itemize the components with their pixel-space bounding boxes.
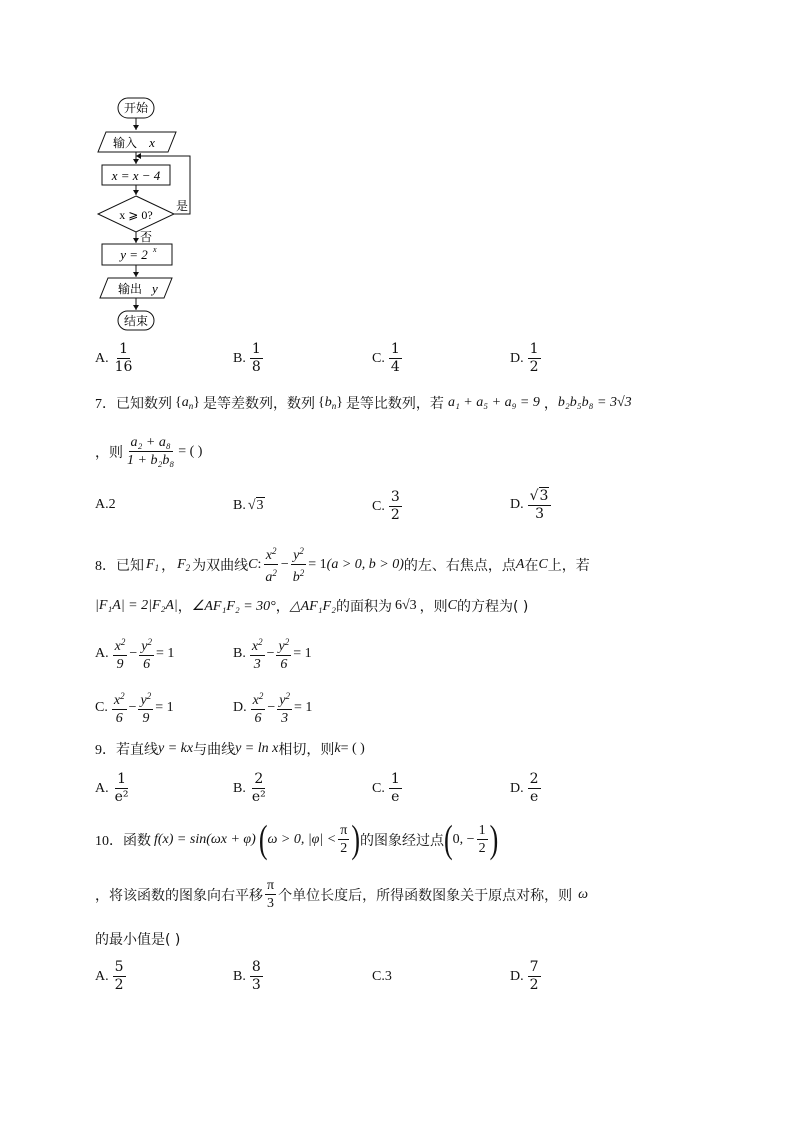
q10-option-c: C.3 [372, 969, 392, 984]
q7-stem-line1: 7． 已知数列 $\{a_n\}$ 是等差数列，数列 $\{b_n\}$ 是等比数列，若 a₁ + a₅ + a₉ = 9 ， b₂b₅b₈ = 3√3 [95, 395, 632, 412]
yes-label: 是 [176, 199, 189, 213]
flowchart [90, 92, 210, 334]
q8-stem-line1: 8． 已知 $F_1$ ， $F_2$ 为双曲线 C : $\frac{x^2}{a^2}$ − $\frac{y^2}{b^2}$ = 1 (a > 0, b > 0) 的左、右焦点，点 A 在 C 上，若 [95, 543, 590, 586]
q10-stem-line3: 的最小值是( ) [95, 932, 181, 948]
q7-stem-line2: ，则 $\frac{\text{a₂ + a₈}}{\text{1 + b₂b₈}}$ = ( ) [95, 435, 203, 468]
q7-option-d: D. $\frac{√3}{3}$ [510, 487, 553, 523]
q9-option-b: B. $\frac{2}{\text{e²}}$ [233, 771, 266, 805]
q7-option-a: A.2 [95, 497, 116, 512]
q7-option-b: B. √ 3 [233, 497, 264, 513]
q6-option-a: A. $\frac{1}{16}$ [95, 341, 133, 375]
q8-stem-line2: |F₁A| = 2|F₂A| ， ∠AF₁F₂ = 30° ， △AF₁F₂ 的面积为 6√3 ，则 C 的方程为( ) [95, 598, 529, 615]
no-label: 否 [140, 230, 153, 244]
q10-option-d: D. $\frac{7}{2}$ [510, 959, 539, 993]
condition-label: x ⩾ 0? [119, 208, 153, 222]
q6-option-d: D. $\frac{1}{2}$ [510, 341, 539, 375]
q10-option-b: B. $\frac{8}{3}$ [233, 959, 261, 993]
start-label: 开始 [123, 101, 149, 115]
q8-option-a: A. $\frac{x^2}{9}$ − $\frac{y^2}{6}$ = 1 [95, 634, 174, 673]
input-var: x [149, 135, 155, 150]
q10-stem-line1: 10． 函数 f(x) = sin(ωx + φ) ( ω > 0, |φ| < $\frac{\pi}{2}$ ) 的图象经过点 ( 0, − $\frac{1}{2}$ ) [95, 817, 499, 861]
q6-option-c: C. $\frac{1}{4}$ [372, 341, 400, 375]
q6-option-b: B. $\frac{1}{8}$ [233, 341, 261, 375]
q7-option-c: C. $\frac{3}{2}$ [372, 489, 400, 523]
output-var: y [152, 281, 158, 296]
q10-option-a: A. $\frac{5}{2}$ [95, 959, 124, 993]
q9-option-d: D. $\frac{2}{e}$ [510, 771, 539, 805]
input-label: 输入 [112, 136, 138, 150]
q9-stem: 9． 若直线 y = kx 与曲线 y = ln x 相切，则 k = ( ) [95, 741, 365, 758]
q8-option-d: D. $\frac{x^2}{6}$ − $\frac{y^2}{3}$ = 1 [233, 688, 312, 727]
q10-stem-line2: ，将该函数的图象向右平移 $\frac{\pi}{3}$ 个单位长度后，所得函数图象关于原点对称，则 ω [95, 878, 588, 911]
q8-option-b: B. $\frac{x^2}{3}$ − $\frac{y^2}{6}$ = 1 [233, 634, 312, 673]
compute-exp: x [153, 245, 157, 254]
compute-label: y = 2 [120, 247, 148, 262]
q9-option-a: A. $\frac{1}{\text{e²}}$ [95, 771, 129, 805]
q8-option-c: C. $\frac{x^2}{6}$ − $\frac{y^2}{9}$ = 1 [95, 688, 174, 727]
assign-label: x = x − 4 [111, 168, 161, 183]
output-label: 输出 [117, 282, 143, 296]
end-label: 结束 [123, 314, 149, 328]
q9-option-c: C. $\frac{1}{e}$ [372, 771, 400, 805]
